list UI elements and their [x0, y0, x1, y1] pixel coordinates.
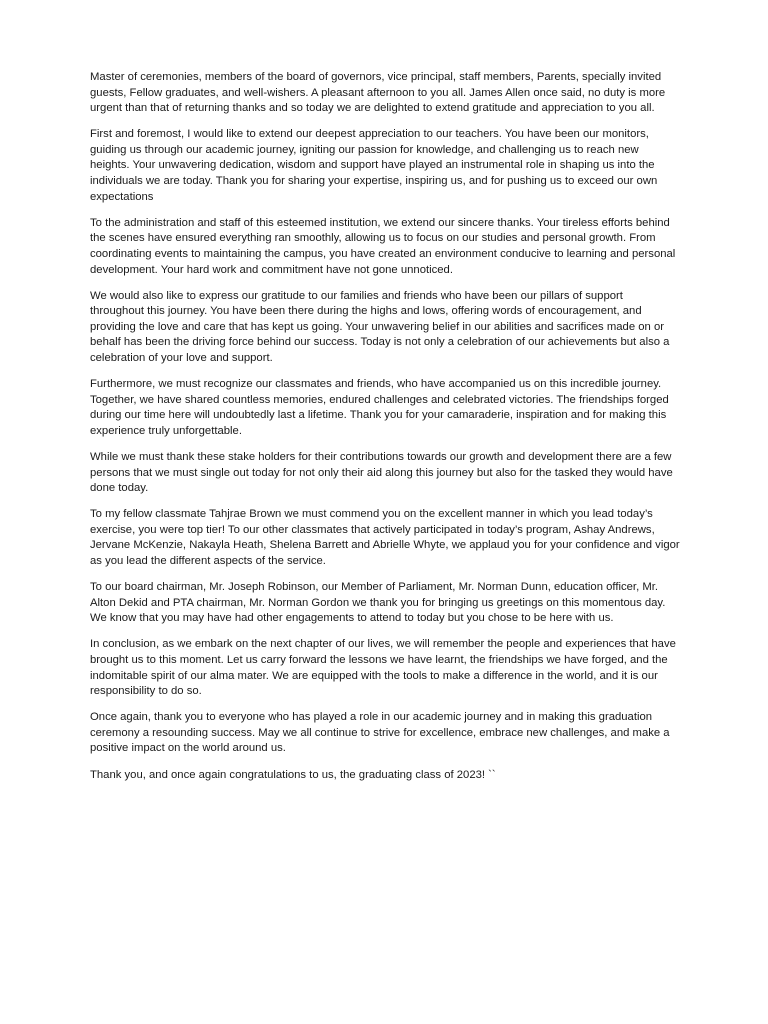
- paragraph-program-participants: To my fellow classmate Tahjrae Brown we must commend you on the excellent manner in which you lead today’s exercise, you were top tier! To our other classmates that actively participated in today’s program, Ashay Andrews, Jervane McKenzie, Nakayla Heath, Shelena Barrett and Abrielle Whyte, we applaud you for your confidence and vigor as you lead the different aspects of the service.: [90, 508, 680, 568]
- document-body: [90, 70, 680, 794]
- paragraph-greeting: Master of ceremonies, members of the board of governors, vice principal, staff members, Parents, specially invited guests, Fellow graduates, and well-wishers. A pleasant afternoon to you all. James Allen once said, no duty is more urgent than that of returning thanks and so today we are delighted to extend gratitude and appreciation to you all.: [90, 71, 666, 115]
- paragraph-administration: To the administration and staff of this esteemed institution, we extend our sincere thanks. Your tireless efforts behind the scenes have ensured everything ran smoothly, allowing us to focus on our studies and personal growth. From coordinating events to maintaining the campus, you have created an environment conducive to learning and personal development. Your hard work and commitment have not gone unnoticed.: [90, 216, 676, 276]
- paragraph-families: We would also like to express our gratitude to our families and friends who have been our pillars of support throughout this journey. You have been there during the highs and lows, offering words of encouragement, and providing the love and care that has kept us going. Your unwavering belief in our abilities and sacrifices made on or behalf has been the driving force behind our success. Today is not only a celebration of our achievements but also a celebration of your love and support.: [90, 289, 670, 364]
- paragraph-board-chairman: To our board chairman, Mr. Joseph Robinson, our Member of Parliament, Mr. Norman Dunn, education officer, Mr. Alton Dekid and PTA chairman, Mr. Norman Gordon we thank you for bringing us greetings on this momentous day. We know that you may have had other engagements to attend to today but you chose to be here with us.: [90, 581, 666, 625]
- paragraph-conclusion: In conclusion, as we embark on the next chapter of our lives, we will remember the people and experiences that have brought us to this moment. Let us carry forward the lessons we have learnt, the friendships we have forged, and the indomitable spirit of our alma mater. We are equipped with the tools to make a difference in the world, and it is our responsibility to do so.: [90, 638, 676, 698]
- paragraph-classmates: Furthermore, we must recognize our classmates and friends, who have accompanied us on this incredible journey. Together, we have shared countless memories, endured challenges and celebrated victories. The friendships forged during our time here will undoubtedly last a lifetime. Thank you for your camaraderie, inspiration and for making this experience truly unforgettable.: [90, 378, 669, 437]
- paragraph-closing: Thank you, and once again congratulations to us, the graduating class of 2023! ``: [90, 768, 496, 781]
- paragraph-teachers: First and foremost, I would like to extend our deepest appreciation to our teachers. You have been our monitors, guiding us through our academic journey, igniting our passion for knowledge, and challenging us to reach new heights. Your unwavering dedication, wisdom and support have played an instrumental role in shaping us into the individuals we are today. Thank you for sharing your expertise, inspiring us, and for pushing us to exceed our own expectations: [90, 128, 658, 203]
- paragraph-once-again: Once again, thank you to everyone who has played a role in our academic journey and in making this graduation ceremony a resounding success. May we all continue to strive for excellence, embrace new challenges, and make a positive impact on the world around us.: [90, 711, 670, 755]
- paragraph-stakeholders: While we must thank these stake holders for their contributions towards our growth and development there are a few persons that we must single out today for not only their aid along this journey but also for the tasked they would have done today.: [90, 450, 673, 495]
